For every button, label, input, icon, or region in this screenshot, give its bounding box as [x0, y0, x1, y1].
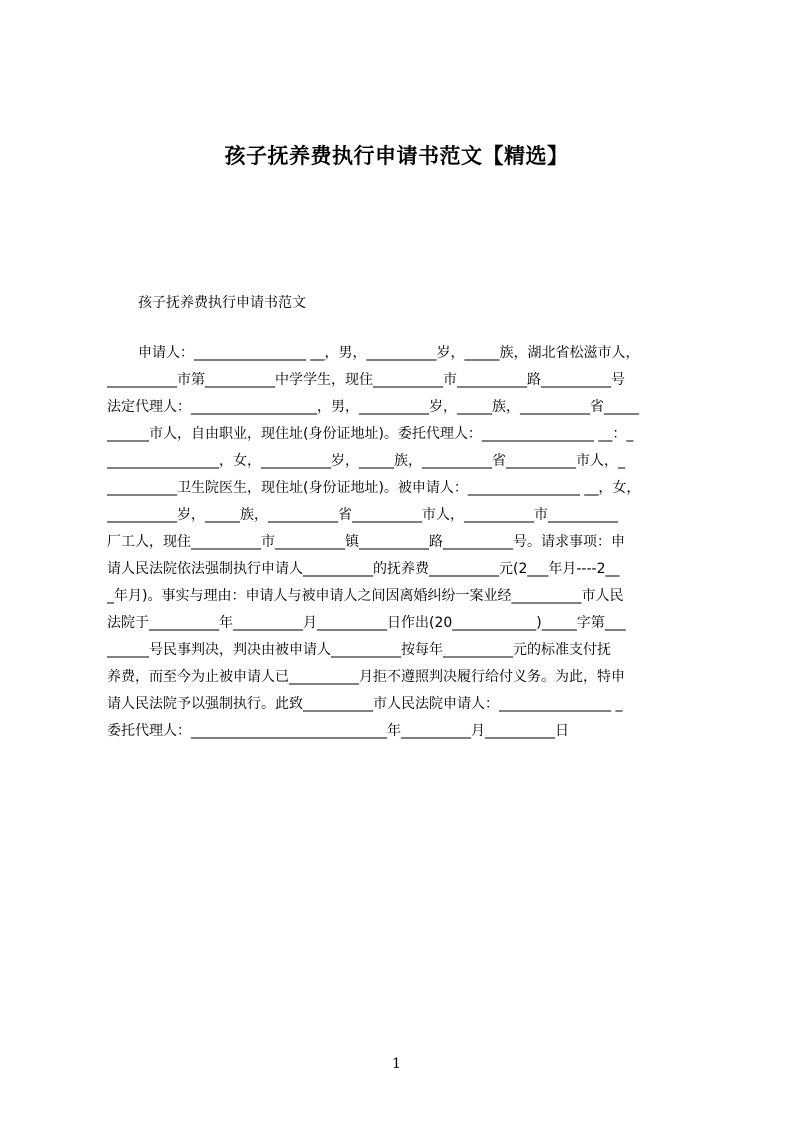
body-line: 法定代理人：__________________，男，__________岁，_____族，__________省_____ — [107, 399, 639, 415]
body-line: 请人民法院予以强制执行。此致__________市人民法院申请人：________________ _ — [107, 696, 623, 712]
body-line: ________________，女，__________岁，_____族，__________省__________市人，_ — [107, 453, 625, 469]
body-line: 申请人：________________ __，男，__________岁，_____族，湖北省松滋市人， — [138, 345, 640, 361]
body-line: __________市第__________中学学生，现住__________市__________路__________号 — [107, 372, 625, 388]
body-line: 养费，而至今为止被申请人已__________月拒不遵照判决履行给付义务。为此，特申 — [107, 669, 625, 685]
body-line: 厂工人，现住__________市__________镇__________路__________号。请求事项：申 — [107, 534, 625, 550]
body-line: ______号民事判决，判决由被申请人__________按每年__________元的标准支付抚 — [107, 642, 611, 658]
body-line: 请人民法院依法强制执行申请人__________的抚养费__________元(2___年月----2__ — [107, 561, 620, 577]
document-subtitle: 孩子抚养费执行申请书范文 — [138, 295, 306, 311]
body-line: _年月)。事实与理由：申请人与被申请人之间因离婚纠纷一案业经__________市人民 — [107, 588, 624, 604]
body-line: ______市人，自由职业，现住址(身份证地址)。委托代理人：________________ __：_ — [107, 426, 634, 442]
body-line: __________岁，_____族，__________省__________市人，__________市__________ — [107, 507, 618, 523]
body-line: 法院于__________年__________月__________日作出(20____________)_____字第___ — [107, 615, 626, 631]
body-line: 委托代理人：____________________________年__________月__________日 — [107, 723, 569, 739]
page-number: 1 — [392, 1056, 401, 1072]
document-title: 孩子抚养费执行申请书范文【精选】 — [224, 144, 569, 168]
body-line: __________卫生院医生，现住址(身份证地址)。被申请人：________________ __，女， — [107, 480, 641, 496]
